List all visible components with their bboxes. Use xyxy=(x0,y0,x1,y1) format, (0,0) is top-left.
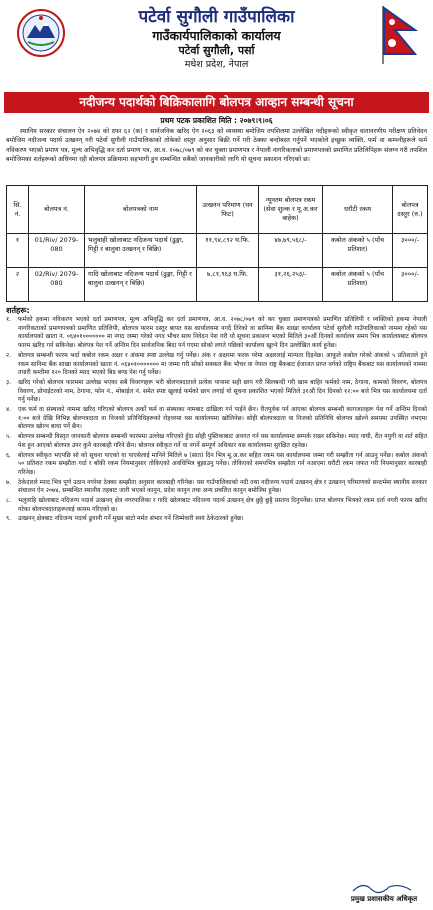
table-row xyxy=(7,234,428,268)
cell-min-amount: ३१,२६,२५३/- xyxy=(259,268,323,302)
cell-fee: ३०००/- xyxy=(393,268,428,302)
cell-volume: ७,८१,९६३ घ.फि. xyxy=(197,268,259,302)
col-header-sn: सि. नं. xyxy=(7,186,29,234)
signature-icon xyxy=(349,879,419,895)
condition-text: एक फर्म वा संस्थाको नाममा खरिद गरिएको बोलपत्र अर्को फर्म वा संस्थाका नामबाट दाखिला गर्न पाईने छैन। रीतपूर्वक पर्न आएका बोलपत्र सम्बन्धी कागजातहरू पेश गर्ने अन्तिम दिनको १:०० बजे देखि विभिन्न बोलपत्रदाता वा निजको प्रतिनिधिहरूको रोहवरमा यस कार्यालयमा खोलिनेछ। सोही बोलपत्रदाता वा निजको प्रतिनिधि बोलपत्र खोल्ने समयमा उपस्थित नभएमा बोलपत्र खोल्न बाधा पर्ने छैन। xyxy=(18,406,428,431)
condition-text: भलुवाहि खोलाबाट नदिजन्य पदार्थ उत्खनन् क्षेत्र नगरपालिका र गादि खोलाबाट नदिजन्य पदार्थ उत्खनन् क्षेत्र छुट्टै छुट्टै प्रस्ताव दिनुपर्नेछ। प्राप्त बोलपत्र भित्रको रकम दर्ता नगरी फारम खरिद गरेका बोलपत्रदाताहरूलाई कायम गरिएको छ। xyxy=(18,497,427,513)
office-name: गाउँकार्यपालिकाको कार्यालय xyxy=(152,28,281,43)
province-name: मधेश प्रदेश, नेपाल xyxy=(184,59,249,70)
cell-min-amount: ४७,७९,५६८/- xyxy=(259,234,323,268)
condition-number: ७. xyxy=(6,478,12,486)
cell-bid-no: 02/Riv/ 2079-080 xyxy=(29,268,85,302)
nepal-emblem-icon xyxy=(16,8,66,58)
notice-banner: नदीजन्य पदार्थको बिक्रिकालागि बोलपत्र आव्हान सम्बन्धी सूचना xyxy=(4,92,429,113)
col-header-fee: बोलपत्र दस्तुर (रु.) xyxy=(393,186,428,234)
list-item xyxy=(6,452,427,478)
conditions-list xyxy=(6,316,427,524)
cell-deposit: कबोल अंकको ५ (पाँच प्रतिशत) xyxy=(323,268,393,302)
condition-number: ३. xyxy=(6,378,12,386)
col-header-bid-no: बोलपत्र नं. xyxy=(29,186,85,234)
condition-text: फर्मको हकमा नविकरण भएको दर्ता प्रमाणपत्र, मूल्य अभिवृद्धि कर दर्ता प्रमाणपत्र, आ.व. २०७८/०७९ को कर चुक्ता प्रमाणपत्रको प्रमाणित प्रतिलिपी र व्यक्तिको हकमा नेपाली नागरिकताको प्रमाणपत्रको प्रमाणित प्रतिलिपी, बोलपत्र फारम दस्तुर बापत यस कार्यालयमा नगदै तिरेको वा सानिमा बैंक शाखा कार्यालय पटेर्वा सुगौली गाउँपालिकाको नाममा रहेको यस कार्यालयको खाता नं. ०६४०१००००००० मा नगद जम्मा गरेको नगद भौचर साथ निवेदन पेश गरी यो सूचना प्रकाशन भएको मितिले ३०औं दिनको कार्यालय समय भित्र कार्यालयबाट बोलपत्र फारम खरिद गर्न सकिनेछ। बोलपत्र पेश गर्ने अन्तिम दिन सार्वजनिक बिदा पर्न गएमा सोको लगते पछिको कार्यालय खुल्ने दिन उल्लेखित कार्य हुनेछ। xyxy=(18,316,427,350)
condition-text: बोलपत्र सम्बन्धी विस्तृत जानकारी बोलपत्र सम्बन्धी फारममा उल्लेख गरिएको हुँदा सोही पुस्तिकाबाट अवगत गर्न यस कार्यालयमा सम्पर्क राख्न सकिनेछ। म्याद नाघी, रीत नपुगी वा शर्त सहित पेश हुन आएको बोलपत्र उपर कुनै कारबाही गरिने छैन। बोलपत्र स्वीकृत गर्ने वा नगर्ने सम्पूर्ण अधिकार यस कार्यालयमा सुरक्षित रहनेछ। xyxy=(18,433,427,449)
cell-fee: ३०००/- xyxy=(393,234,428,268)
bid-table xyxy=(6,185,428,302)
table-header-row xyxy=(7,186,428,234)
list-item xyxy=(6,379,427,405)
condition-text: खरिद गरेको बोलपत्र फारममा उल्लेख भएका सबै विवरणहरू भरी बोलपत्रदाताले प्रत्येक पानामा सही छाप गरी सिलबन्दी गरी खाम बाहिर फर्मको नाम, ठेगाना, कामको विवरण, बोलपत्र विवरण, प्रोपाईटरको नाम, ठेगाना, फोन नं., मोबाईल नं. समेत स्पष्ट खुलाई फर्मको छाप लगाई यो सूचना प्रकाशित भएको मितिले ३१औं दिन दिनको १२:०० बजे भित्र यस कार्यालयमा दर्ता गर्नु पर्नेछ। xyxy=(18,378,427,404)
col-header-min-amount: न्यूनतम बोलपत्र रकम (सेवा शुल्क र मू.अ.कर बाहेक) xyxy=(259,186,323,234)
list-item xyxy=(6,406,427,432)
list-item xyxy=(6,316,427,351)
header xyxy=(6,4,427,92)
col-header-name: बोलपत्रको नाम xyxy=(85,186,197,234)
nepal-flag-icon xyxy=(381,6,419,64)
table-row xyxy=(7,268,428,302)
cell-deposit: कबोल अंकको ५ (पाँच प्रतिशत) xyxy=(323,234,393,268)
condition-text: ठेकेदारले म्याद भित्र पूर्ण उठान नगरेमा ठेक्का सम्झौता अनुसार कारबाही गरिनेछ। यस गाउँपालिकाको नदी तथा नदीजन्य पदार्थ उत्खनन् क्षेत्र र उत्खनन् परिमाणको सन्दर्भमा स्थानीय सरकार संचालन ऐन २०७४, सम्बन्धित स्थानीय तहबाट जारी भएको कानुन, प्रदेश कानुन तथा अन्य प्रचलित कानुन बमोजिम हुनेछ। xyxy=(18,478,427,495)
col-header-deposit: धरौटी रकम xyxy=(323,186,393,234)
condition-number: ५. xyxy=(6,433,12,441)
cell-sn: २ xyxy=(7,268,29,302)
col-header-volume: उत्खनन परिमाण (घन फिट) xyxy=(197,186,259,234)
cell-bid-no: 01/Riv/ 2079-080 xyxy=(29,234,85,268)
condition-text: उत्खनन् क्षेत्रबाट नदिजन्य पदार्थ ढुवानी गर्ने मुख्य बाटो मर्मत संभार गर्ने जिम्मेवारी स्वयं ठेकेदारको हुनेछ। xyxy=(18,515,244,523)
publication-date: प्रथम पटक प्रकाशित मिति : २०७९।९।०६ xyxy=(160,116,273,125)
cell-name: गादि खोलाबाट नदिजन्य पदार्थ (ढुङ्गा, गिट्टी र बालुवा उत्खनन् र बिक्रि) xyxy=(85,268,197,302)
condition-number: ४. xyxy=(6,406,12,414)
condition-number: २. xyxy=(6,351,12,359)
list-item xyxy=(6,497,427,514)
signatory-title: प्रमुख प्रशासकीय अधिकृत xyxy=(350,895,418,903)
condition-number: ६. xyxy=(6,451,12,459)
intro-paragraph: स्थानिय सरकार संचालन ऐन २०७४ को दफा ६२ (क) र सार्वजनिक खरिद ऐन २०६३ को व्यवस्था बमोजिम तपशिलमा उल्लेखित नदीहरूको स्वीकृत वातावरणीय परीक्षण प्रतिवेदन बमोजिम नदीजन्य पदार्थ उत्खनन् गरी पटेर्वा सुगौली गाउँपालिकाको तोकेको दस्तुर अनुसार बिक्री गर्ने गरी ठेक्का बन्दोबस्त गर्नुपर्ने भएकोले इच्छुक व्यक्ति, फर्म वा कम्पनीहरूले फर्म नविकरण भएको प्रमाण पत्र, मूल्य अभिवृद्धि कर दर्ता प्रमाण पत्र, आ.व. २०७८/०७९ को कर चुक्ता प्रमाणपत्र र नेपाली नागरिकताको प्रमाणपत्रको प्रमाणित प्रतिलिपिहरू संलग्न गरी तपशिल बमोजिमका शर्तहरूको अधिनमा रही बोलपत्र प्रक्रियामा सहभागी हुन सम्बन्धित सबैको जानकारीको लागि यो सूचना प्रकाशन गरिएको छ। xyxy=(6,128,427,164)
signature-block xyxy=(349,879,419,904)
condition-number: ९. xyxy=(6,515,12,523)
cell-volume: ११,९४,८९२ घ.फि. xyxy=(197,234,259,268)
condition-number: ८. xyxy=(6,497,12,505)
municipality-title: पटेर्वा सुगौली गाउँपालिका xyxy=(138,7,295,27)
cell-sn: १ xyxy=(7,234,29,268)
list-item xyxy=(6,515,427,524)
condition-text: बोलपत्र सम्बन्धी फारम भर्दा कबोल रकम अक्षर र अंकमा स्पष्ट उल्लेख गर्नु पर्नेछ। अंक र अक्षरमा फरक परेमा अक्षरलाई मान्यता दिइनेछ। आफूले कबोल गरेको अंकको ५ प्रतिशतले हुने रकम सानिमा बैंक शाखा कार्यालयको खाता नं. ०६४०१००००००० मा जम्मा गरी सोको सक्कल बैंक भौचर वा नेपाल राष्ट्र बैंकबाट ईजाजत प्राप्त वर्गको राष्ट्रिय बैंकबाट यस कार्यालयको नाममा तयारी कम्तीमा १२० दिनको म्याद भएको बिड बण्ड पेश गर्नु पर्नेछ। xyxy=(18,351,427,377)
list-item xyxy=(6,352,427,378)
list-item xyxy=(6,433,427,450)
office-location: पटेर्वा सुगौली, पर्सा xyxy=(178,44,255,57)
conditions-title: शर्तहरू: xyxy=(6,306,30,315)
condition-text: बोलपत्र स्वीकृत भएपछि सो को सूचना पाएको वा पाएसेलाई मानिने मितिले ७ (सात) दिन भित्र मू.अ.कर सहित रकम यस कार्यालयमा जम्मा गरी सम्झौता गर्न आउनु पर्नेछ। कबोल अंकको ५० प्रतिशत रकम सम्झौता गर्दा र बाँकी रकम नियमानुसार तोकिएको अवधिभित्र बुझाउनु पर्नेछ। तोकिएको समयभित्र सम्झौता गर्न नआएमा धरौटी रकम जफत गरी नियमानुसार कारबाही गरिनेछ। xyxy=(18,451,427,476)
list-item xyxy=(6,479,427,496)
condition-number: १. xyxy=(6,316,12,323)
cell-name: भलुवाही खोलाबाट नदिजन्य पदार्थ (ढुङ्गा, गिट्टी र बालुवा उत्खनन् र बिक्रि) xyxy=(85,234,197,268)
